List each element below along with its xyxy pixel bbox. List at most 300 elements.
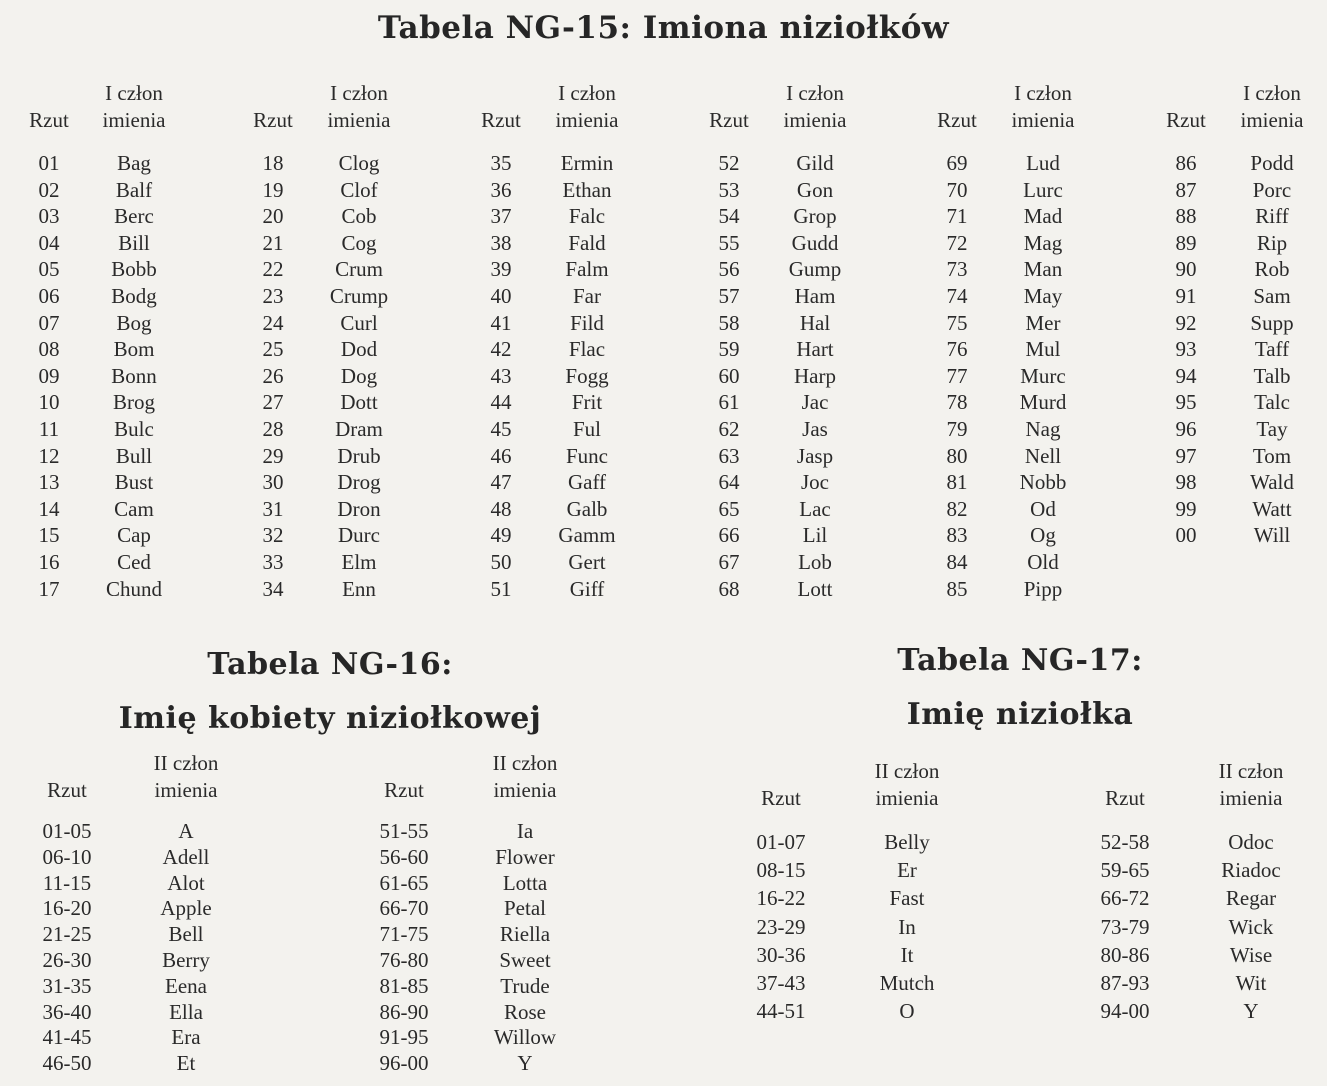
name-part: Drog: [337, 470, 381, 495]
roll-value: 69: [946, 151, 968, 175]
roll-value: 16-22: [756, 886, 806, 911]
name-part: Sweet: [499, 948, 551, 972]
roll-value: 04: [38, 230, 60, 255]
roll-value: 31: [262, 496, 284, 521]
name-part: Talc: [1254, 390, 1290, 415]
name-part: Brog: [113, 390, 155, 415]
name-part: Bill: [118, 230, 150, 255]
name-part: Gert: [568, 550, 606, 574]
roll-value: 67: [718, 550, 740, 574]
column-header-name-line2: imienia: [154, 778, 218, 802]
roll-value: 06-10: [42, 844, 92, 869]
roll-value: 36: [490, 177, 512, 202]
roll-value: 27: [262, 390, 284, 415]
roll-value: 87-93: [1100, 971, 1150, 995]
name-part: Dron: [337, 496, 381, 521]
column-header-name-line2: imienia: [1240, 108, 1304, 132]
name-part: Lott: [797, 576, 833, 601]
roll-value: 96-00: [379, 1051, 429, 1076]
name-part: Wise: [1229, 942, 1273, 967]
roll-value: 03: [38, 204, 60, 229]
roll-value: 15: [38, 523, 60, 548]
roll-value: 91: [1175, 284, 1197, 308]
name-part: Mutch: [879, 971, 935, 995]
name-part: Er: [897, 858, 917, 883]
name-part: Flac: [568, 337, 606, 362]
name-part: Murd: [1019, 390, 1067, 415]
roll-value: 52: [718, 151, 740, 175]
name-part: Gaff: [567, 470, 607, 495]
roll-value: 56-60: [379, 844, 429, 869]
column-header-name-line1: I człon: [1243, 81, 1301, 105]
roll-value: 59: [718, 337, 740, 362]
name-part: Durc: [338, 523, 380, 548]
name-part: Harp: [794, 363, 836, 388]
roll-value: 58: [718, 310, 740, 335]
name-part: Y: [1243, 999, 1259, 1024]
roll-value: 02: [38, 177, 60, 202]
roll-value: 13: [38, 470, 60, 495]
name-part: Galb: [566, 496, 608, 521]
name-part: Func: [566, 443, 608, 468]
name-part: Bull: [115, 443, 153, 468]
roll-value: 56: [718, 257, 740, 282]
roll-value: 93: [1175, 337, 1197, 362]
name-part: Riff: [1255, 204, 1289, 229]
roll-value: 01-05: [42, 819, 92, 843]
roll-value: 86-90: [379, 999, 429, 1024]
roll-value: 24: [262, 310, 284, 335]
name-part: Drub: [337, 443, 381, 468]
name-part: Mag: [1023, 230, 1063, 255]
name-part: Grop: [793, 204, 837, 229]
name-part: Clog: [338, 151, 380, 175]
roll-value: 09: [38, 363, 60, 388]
roll-value: 23-29: [756, 914, 806, 939]
name-part: Balf: [115, 177, 153, 202]
name-part: Apple: [160, 896, 212, 921]
name-part: Ermin: [560, 151, 614, 175]
name-part: Elm: [341, 550, 377, 574]
roll-value: 59-65: [1100, 858, 1150, 883]
roll-value: 61-65: [379, 870, 429, 895]
roll-value: 50: [490, 550, 512, 574]
roll-value: 92: [1175, 310, 1197, 335]
name-part: Petal: [504, 896, 546, 921]
roll-value: 01-07: [756, 830, 806, 854]
name-part: Pipp: [1023, 576, 1063, 601]
roll-value: 11: [38, 417, 60, 441]
roll-value: 72: [946, 230, 968, 255]
name-part: Lac: [799, 496, 831, 521]
roll-value: 26: [262, 363, 284, 388]
name-part: Wit: [1235, 971, 1267, 995]
roll-value: 99: [1175, 496, 1197, 521]
name-part: Berry: [162, 948, 210, 972]
name-part: Willow: [493, 1025, 557, 1050]
name-part: Enn: [342, 576, 376, 601]
name-part: Clof: [340, 177, 378, 202]
name-part: Lurc: [1023, 177, 1063, 202]
name-part: Man: [1023, 257, 1063, 282]
name-part: Riella: [499, 922, 551, 947]
name-part: Bog: [116, 310, 152, 335]
column-header-roll: Rzut: [709, 108, 749, 132]
name-part: Riadoc: [1221, 858, 1281, 883]
roll-value: 30-36: [756, 942, 806, 967]
roll-value: 90: [1175, 257, 1197, 282]
roll-value: 78: [946, 390, 968, 415]
name-part: Hart: [796, 337, 834, 362]
name-part: Bust: [114, 470, 154, 495]
column-header-name-line2: imienia: [875, 786, 939, 810]
roll-value: 89: [1175, 230, 1197, 255]
roll-value: 30: [262, 470, 284, 495]
roll-value: 74: [946, 284, 968, 308]
roll-value: 76: [946, 337, 968, 362]
roll-value: 54: [718, 204, 740, 229]
column-header-name-line1: II człon: [153, 751, 219, 775]
column-header-name-line2: imienia: [555, 108, 619, 132]
name-part: Falm: [565, 257, 609, 282]
name-part: Talb: [1253, 363, 1291, 388]
column-header-name-line1: II człon: [874, 759, 940, 783]
roll-value: 39: [490, 257, 512, 282]
column-header-roll: Rzut: [253, 108, 293, 132]
roll-value: 55: [718, 230, 740, 255]
name-part: Fast: [889, 886, 925, 911]
name-part: Era: [171, 1025, 201, 1050]
roll-value: 95: [1175, 390, 1197, 415]
roll-value: 16-20: [42, 896, 92, 921]
column-header-name-line1: I człon: [558, 81, 616, 105]
roll-value: 81-85: [379, 973, 429, 998]
column-header-name-line1: II człon: [492, 751, 558, 775]
name-part: Dod: [340, 337, 378, 362]
name-part: Rob: [1254, 257, 1290, 282]
table-ng17-title-line1: Tabela NG-17:: [897, 643, 1143, 678]
roll-value: 46-50: [42, 1051, 92, 1076]
roll-value: 84: [946, 550, 968, 574]
roll-value: 05: [38, 257, 60, 282]
roll-value: 96: [1175, 417, 1197, 441]
roll-value: 49: [490, 523, 512, 548]
roll-value: 08-15: [756, 858, 806, 883]
name-part: Gamm: [558, 523, 616, 548]
roll-value: 19: [262, 177, 284, 202]
name-part: Fild: [570, 310, 604, 335]
name-part: Joc: [801, 470, 829, 495]
name-part: Falc: [568, 204, 606, 229]
name-part: Fogg: [565, 363, 609, 388]
roll-value: 65: [718, 496, 740, 521]
column-header-roll: Rzut: [1105, 786, 1145, 810]
roll-value: 38: [490, 230, 512, 255]
name-part: Old: [1027, 550, 1059, 574]
roll-value: 33: [262, 550, 284, 574]
name-part: Podd: [1250, 151, 1294, 175]
name-part: Mad: [1023, 204, 1063, 229]
name-part: Ced: [117, 550, 151, 574]
name-part: Ella: [169, 999, 203, 1024]
roll-value: 37: [490, 204, 512, 229]
roll-value: 41: [490, 310, 512, 335]
name-part: Sam: [1253, 284, 1291, 308]
roll-value: 45: [490, 417, 512, 441]
roll-value: 18: [262, 151, 284, 175]
column-header-name-line1: I człon: [1014, 81, 1072, 105]
column-header-name-line1: I człon: [786, 81, 844, 105]
name-part: Flower: [495, 844, 555, 869]
name-part: Gon: [796, 177, 834, 202]
roll-value: 73-79: [1100, 914, 1150, 939]
name-part: Taff: [1254, 337, 1290, 362]
column-header-roll: Rzut: [384, 778, 424, 802]
roll-value: 66-72: [1100, 886, 1150, 911]
roll-value: 00: [1175, 523, 1197, 548]
roll-value: 25: [262, 337, 284, 362]
roll-value: 63: [718, 443, 740, 468]
name-part: Trude: [500, 973, 550, 998]
roll-value: 97: [1175, 443, 1197, 468]
roll-value: 94: [1175, 363, 1197, 388]
column-header-name-line1: II człon: [1218, 759, 1284, 783]
roll-value: 53: [718, 177, 740, 202]
roll-value: 47: [490, 470, 512, 495]
name-part: May: [1023, 284, 1063, 308]
name-part: Berc: [114, 204, 154, 229]
roll-value: 21-25: [42, 922, 92, 947]
roll-value: 98: [1175, 470, 1197, 495]
name-part: Fald: [568, 230, 606, 255]
roll-value: 41-45: [42, 1025, 92, 1050]
roll-value: 70: [946, 177, 968, 202]
roll-value: 75: [946, 310, 968, 335]
roll-value: 06: [38, 284, 60, 308]
roll-value: 32: [262, 523, 284, 548]
name-part: Bom: [113, 337, 155, 362]
table-ng17-title-line2: Imię niziołka: [906, 697, 1134, 732]
name-part: Cam: [114, 496, 154, 521]
roll-value: 82: [946, 496, 968, 521]
name-part: Bobb: [111, 257, 157, 282]
roll-value: 68: [718, 576, 740, 601]
roll-value: 91-95: [379, 1025, 429, 1050]
roll-value: 81: [946, 470, 968, 495]
name-part: Nell: [1024, 443, 1062, 468]
table-ng16-title-line1: Tabela NG-16:: [207, 647, 453, 682]
name-part: Gump: [788, 257, 842, 282]
roll-value: 48: [490, 496, 512, 521]
roll-value: 88: [1175, 204, 1197, 229]
name-part: Belly: [884, 830, 930, 854]
name-part: Will: [1253, 523, 1291, 548]
name-part: Curl: [340, 310, 378, 335]
name-part: Tay: [1256, 417, 1288, 441]
name-part: Gudd: [791, 230, 839, 255]
roll-value: 01: [38, 151, 60, 175]
name-part: Tom: [1252, 443, 1292, 468]
name-part: Mer: [1025, 310, 1061, 335]
name-part: In: [898, 914, 916, 939]
roll-value: 51: [490, 576, 512, 601]
roll-value: 34: [262, 576, 284, 601]
name-part: Bodg: [111, 284, 157, 308]
column-header-name-line2: imienia: [783, 108, 847, 132]
roll-value: 40: [490, 284, 512, 308]
roll-value: 61: [718, 390, 740, 415]
name-part: Regar: [1225, 886, 1277, 911]
roll-value: 46: [490, 443, 512, 468]
column-header-name-line2: imienia: [493, 778, 557, 802]
name-part: Alot: [167, 870, 205, 895]
column-header-roll: Rzut: [481, 108, 521, 132]
roll-value: 57: [718, 284, 740, 308]
name-part: Bell: [168, 922, 204, 947]
roll-value: 16: [38, 550, 60, 574]
column-header-name-line2: imienia: [327, 108, 391, 132]
roll-value: 44-51: [756, 999, 806, 1024]
roll-value: 51-55: [379, 819, 429, 843]
roll-value: 79: [946, 417, 968, 441]
name-part: Cob: [341, 204, 377, 229]
roll-value: 83: [946, 523, 968, 548]
name-part: Giff: [569, 576, 605, 601]
name-part: Od: [1030, 496, 1056, 521]
name-part: Dog: [340, 363, 378, 388]
roll-value: 76-80: [379, 948, 429, 972]
name-part: Ia: [516, 819, 534, 843]
table-ng16-title-line2: Imię kobiety niziołkowej: [118, 701, 542, 736]
column-header-roll: Rzut: [937, 108, 977, 132]
name-part: Bonn: [111, 363, 157, 388]
roll-value: 80-86: [1100, 942, 1150, 967]
roll-value: 14: [38, 496, 60, 521]
roll-value: 87: [1175, 177, 1197, 202]
name-part: Bulc: [114, 417, 154, 441]
name-part: Murc: [1020, 363, 1066, 388]
name-part: Crum: [335, 257, 383, 282]
name-part: Lud: [1026, 151, 1060, 175]
name-part: Wald: [1250, 470, 1294, 495]
roll-value: 36-40: [42, 999, 92, 1024]
roll-value: 52-58: [1100, 830, 1150, 854]
roll-value: 86: [1175, 151, 1197, 175]
roll-value: 22: [262, 257, 284, 282]
column-header-roll: Rzut: [29, 108, 69, 132]
name-part: Wick: [1228, 914, 1274, 939]
name-part: A: [178, 819, 194, 843]
roll-value: 10: [38, 390, 60, 415]
name-part: Jac: [801, 390, 829, 415]
name-part: Ethan: [562, 177, 612, 202]
roll-value: 31-35: [42, 973, 92, 998]
name-part: Lil: [802, 523, 828, 548]
name-part: Rose: [504, 999, 546, 1024]
roll-value: 08: [38, 337, 60, 362]
roll-value: 11-15: [42, 870, 92, 895]
name-part: Odoc: [1228, 830, 1274, 854]
name-part: Cap: [117, 523, 151, 548]
roll-value: 37-43: [756, 971, 806, 995]
roll-value: 77: [946, 363, 968, 388]
name-part: Et: [176, 1051, 196, 1076]
name-part: Far: [573, 284, 601, 308]
column-header-name-line2: imienia: [1011, 108, 1075, 132]
roll-value: 35: [490, 151, 512, 175]
table-ng15-title: Tabela NG-15: Imiona niziołków: [377, 10, 950, 46]
roll-value: 28: [262, 417, 284, 441]
name-part: Frit: [571, 390, 603, 415]
roll-value: 71-75: [379, 922, 429, 947]
column-header-name-line1: I człon: [330, 81, 388, 105]
name-part: Gild: [796, 151, 834, 175]
roll-value: 80: [946, 443, 968, 468]
name-part: Ham: [794, 284, 836, 308]
name-part: Dott: [340, 390, 378, 415]
roll-value: 64: [718, 470, 740, 495]
roll-value: 12: [38, 443, 60, 468]
roll-value: 73: [946, 257, 968, 282]
roll-value: 42: [490, 337, 512, 362]
name-part: Ful: [572, 417, 601, 441]
name-part: Lob: [798, 550, 832, 574]
name-part: Lotta: [502, 870, 548, 895]
name-part: Nag: [1025, 417, 1061, 441]
name-part: O: [899, 999, 915, 1024]
name-part: Porc: [1252, 177, 1292, 202]
roll-value: 62: [718, 417, 740, 441]
column-header-name-line2: imienia: [1219, 786, 1283, 810]
name-part: Jas: [802, 417, 828, 441]
roll-value: 21: [262, 230, 284, 255]
roll-value: 60: [718, 363, 740, 388]
name-part: Cog: [341, 230, 377, 255]
name-part: Crump: [329, 284, 389, 308]
table-ng17-title: [790, 634, 1250, 742]
table-ng16-title: [60, 638, 600, 746]
column-header-name-line2: imienia: [102, 108, 166, 132]
name-part: Watt: [1252, 496, 1292, 521]
roll-value: 71: [946, 204, 968, 229]
roll-value: 17: [38, 576, 60, 601]
name-part: Y: [517, 1051, 533, 1076]
roll-value: 43: [490, 363, 512, 388]
column-header-roll: Rzut: [761, 786, 801, 810]
name-part: Eena: [165, 973, 207, 998]
roll-value: 44: [490, 390, 512, 415]
name-part: Jasp: [796, 443, 834, 468]
roll-value: 07: [38, 310, 60, 335]
column-header-name-line1: I człon: [105, 81, 163, 105]
column-header-roll: Rzut: [1166, 108, 1206, 132]
roll-value: 85: [946, 576, 968, 601]
name-part: Dram: [335, 417, 383, 441]
name-part: Chund: [105, 576, 162, 601]
roll-value: 29: [262, 443, 284, 468]
name-part: Mul: [1025, 337, 1061, 362]
name-part: Rip: [1256, 230, 1288, 255]
name-part: Supp: [1250, 310, 1294, 335]
column-header-roll: Rzut: [47, 778, 87, 802]
roll-value: 66-70: [379, 896, 429, 921]
roll-value: 26-30: [42, 948, 92, 972]
roll-value: 20: [262, 204, 284, 229]
name-part: Adell: [162, 844, 210, 869]
name-part: Hal: [799, 310, 831, 335]
roll-value: 23: [262, 284, 284, 308]
roll-value: 94-00: [1100, 999, 1150, 1024]
